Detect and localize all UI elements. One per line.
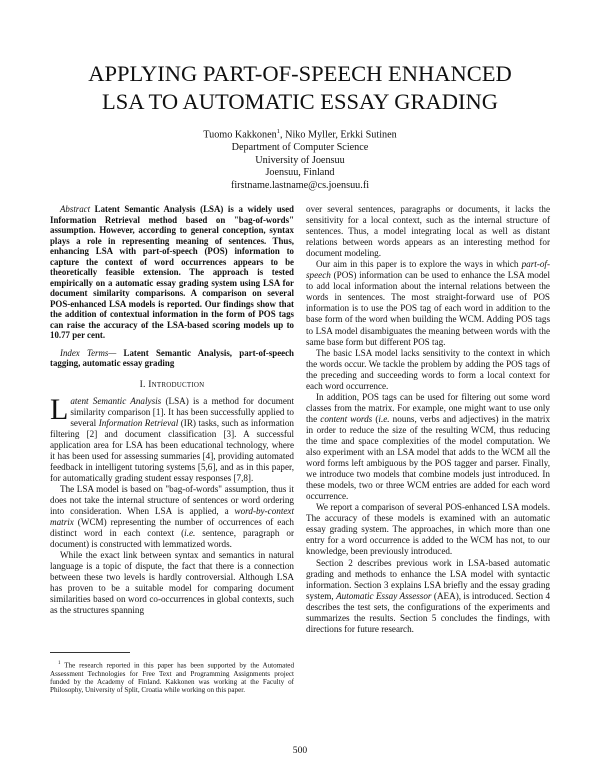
author-block (40, 126, 560, 192)
author-location: Joensuu, Finland (265, 167, 335, 179)
author-footnote-mark: 1 (276, 128, 280, 135)
index-terms (50, 348, 294, 369)
title-line-1: APPLYING PART-OF-SPEECH ENHANCED (88, 61, 512, 86)
page-number: 500 (292, 745, 308, 756)
right-paragraph-6: Section 2 describes previous work in LSA-based automatic grading and methods to enhance the LSA model with syntactic information. Section 3 explains LSA briefly and the essay grading system, Automatic Essay Assessor (AEA), is introduced. Section 4 describes the test sets, the configurations of the experiments and summarizes the results. Section 5 concludes the findings, with directions for future research. (306, 557, 551, 634)
section-heading-introduction: I. Introduction (139, 378, 205, 390)
right-paragraph-1: over several sentences, paragraphs or documents, it lacks the sensitivity for a local context, such as the internal structure of sentences. Thus, a model integrating local as well as distant relations between words appears as an interesting method for document modeling. (306, 204, 550, 259)
abstract-text: Latent Semantic Analysis (LSA) is a widely used Information Retrieval method based on "bag-of-words" assumption. However, according to general conception, syntax plays a role in representing meaning of sentences. Thus, enhancing LSA with part-of-speech (POS) information to capture the context of word occurrences appears to be theoretically feasible extension. The approach is tested empirically on a automatic essay grading system using LSA for document similarity comparisons. A comparison on several POS-enhanced LSA models is reported. Our findings show that the addition of contextual information in the form of POS tags can raise the accuracy of the LSA-based scoring models up to 10.77 per cent. (50, 204, 294, 340)
footnote-text: The research reported in this paper has been supported by the Automated Assessment Technologies for Free Text and Programming Assignments project funded by the Academy of Finland. Kakkonen was working at the Faculty of Philosophy, University of Split, Croatia while working on this paper. (50, 661, 294, 695)
intro-paragraph-1: Latent Semantic Analysis (LSA) is a method for document similarity comparison [1]. It has been successfully applied to several Information Retrieval (IR) tasks, such as information filtering [2] and document classification [3]. A successful application area for LSA has been educational technology, where it has been used for assessing summaries [4], providing automated feedback in intelligent tutoring systems [5,6], and as in this paper, for automatically grading student essay responses [7,8]. (50, 392, 295, 483)
intro-paragraph-3: While the exact link between syntax and semantics in natural language is a topic of dispute, the fact that there is a connection between these two levels is hardly controversial. Although LSA has proven to be a suitable model for comparing document similarities based on word co-occurrences in global contexts, such as the structures spanning (50, 550, 294, 616)
right-column (306, 204, 550, 635)
index-terms-text: Latent Semantic Analysis, part-of-speech tagging, automatic essay grading (50, 347, 294, 368)
right-paragraph-5: We report a comparison of several POS-enhanced LSA models. The accuracy of these models is examined with an automatic essay grading system. The approaches, in which more than one entry for a word occurrence is added to the WCM has not, to our knowledge, been previously introduced. (306, 502, 550, 557)
footnote-divider (50, 652, 130, 653)
intro-paragraph-2: The LSA model is based on "bag-of-words" assumption, thus it does not take the internal structure of sentences or word ordering into consideration. When LSA is applied, a word-by-context matrix (WCM) representing the number of occurrences of each distinct word in each context (i.e. sentence, paragraph or document) is constructed with lemmatized words. (50, 483, 295, 550)
right-paragraph-4: In addition, POS tags can be used for filtering out some word classes from the matrix. For example, one might want to use only the content words (i.e. nouns, verbs and adjectives) in the matrix in order to reduce the size of the resulting WCM, thus reducing the time and space complexities of the model computation. We also experiment with an LSA model that adds to the WCM all the word forms left ambiguous by the POS tagger and parser. Finally, we introduce two models that combine models just introduced. In these models, two or three WCM entries are added for each word occurrence. (306, 391, 551, 502)
author-names: Tuomo Kakkonen$^1$, Niko Myller, Erkki Sutinen (203, 128, 397, 141)
footnote (50, 660, 294, 695)
author-university: University of Joensuu (255, 154, 345, 166)
author-department: Department of Computer Science (231, 141, 369, 153)
index-terms-label: Index Terms— (60, 347, 117, 358)
right-paragraph-3: The basic LSA model lacks sensitivity to the context in which the words occur. We tackle the problem by adding the POS tags of the preceding and succeeding words to form a local context for each word occurrence. (306, 347, 550, 391)
abstract-label: Abstract (60, 204, 91, 214)
right-paragraph-2: Our aim in this paper is to explore the ways in which part-of-speech (POS) information can be used to enhance the LSA model to add local information about the internal relations between the words in sentences. The most straight-forward use of POS information is to use the POS tag of each word in addition to the base form of the word when building the WCM. Adding POS tags to LSA model disambiguates the meaning between words with the same base form but different POS tag. (306, 259, 550, 347)
abstract (50, 204, 294, 341)
paper-title (40, 60, 560, 116)
drop-cap: L (50, 392, 69, 426)
author-email: firstname.lastname@cs.joensuu.fi (230, 179, 370, 191)
footnote-mark: 1 (58, 661, 61, 666)
title-line-2: LSA TO AUTOMATIC ESSAY GRADING (102, 89, 498, 114)
left-column (50, 204, 294, 616)
